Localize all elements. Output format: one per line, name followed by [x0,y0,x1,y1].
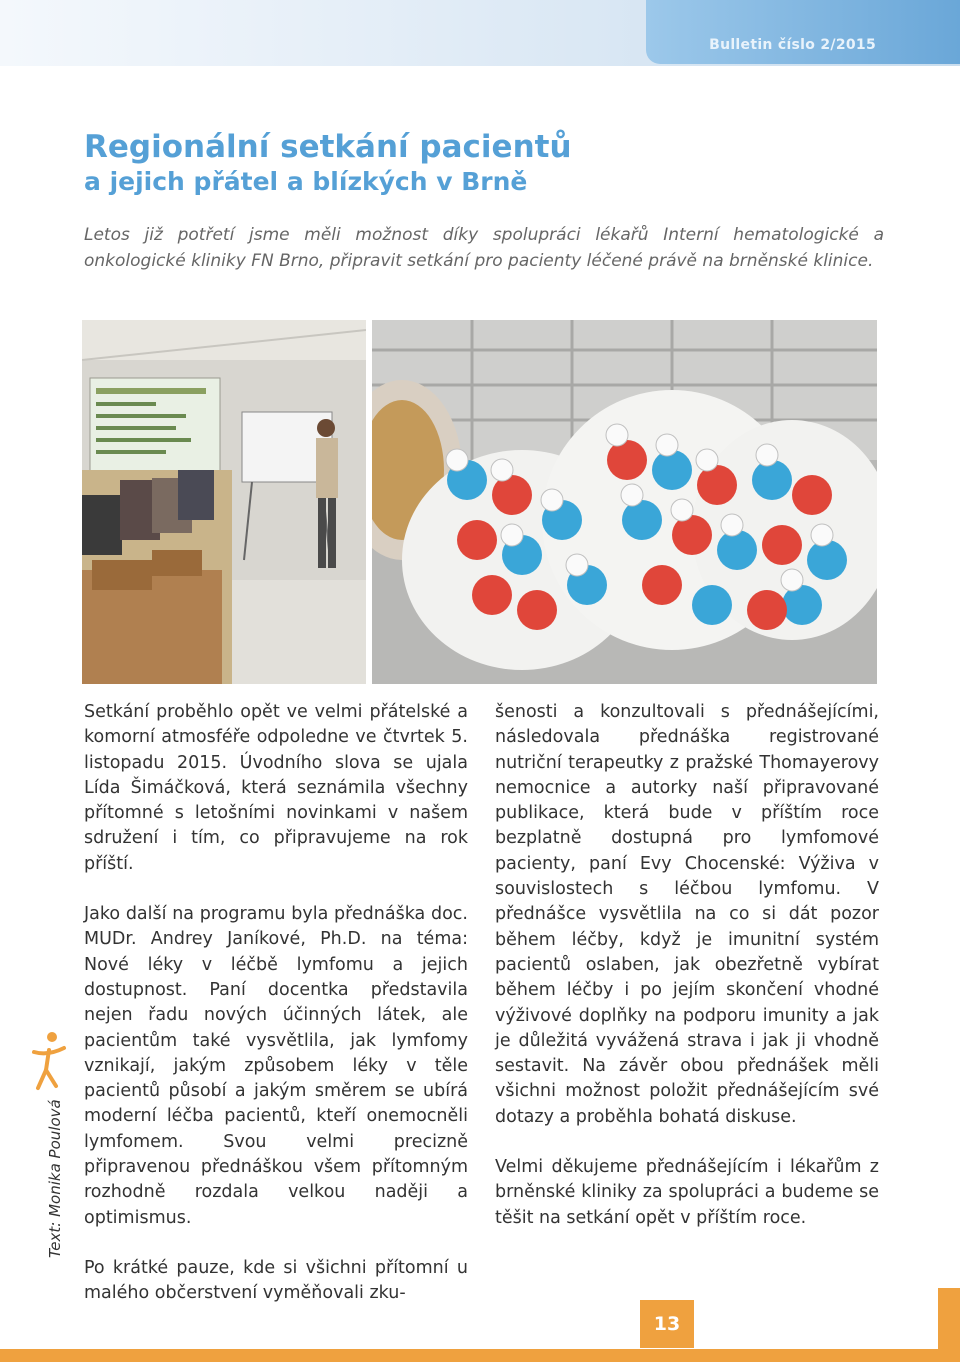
bulletin-label: Bulletin číslo 2/2015 [709,37,876,53]
text-column-right [495,700,879,1256]
paragraph: Setkání proběhlo opět ve velmi přátelské a komorní atmosféře odpoledne ve čtvrtek 5. listopadu 2015. Úvodního slova se ujala Lída Šimáčková, která seznámila všechny přítomné s letošními novinkami v našem sdružení i tím, co připravujeme na rok příští. [84,702,468,874]
paragraph: Po krátké pauze, kde si všichni přítomní u malého občerstvení vyměňovali zku- [84,1257,468,1304]
article-subtitle: a jejich přátel a blízkých v Brně [84,167,528,196]
paragraph: Velmi děkujeme přednášejícím i lékařům z brněnské kliniky za spolupráci a budeme se těšit na setkání opět v příštím roce. [495,1157,879,1228]
page-number: 13 [640,1300,694,1348]
lecture-room-photo [82,320,366,684]
paragraph: Jako další na programu byla přednáška doc. MUDr. Andrey Janíkové, Ph.D. na téma: Nové léky v léčbě lymfomu a jejich dostupnost. Paní docentka představila nejen řadu nových účinných látek, ale pacientům také vysvětlila, jak lymfomy vznikají, jakým způsobem léky v těle pacientů působí a jakým směrem se ubírá moderní léčba pacientů, kteří onemocněli lymfomem. Svou velmi precizně připravenou přednáškou všem přítomným rozhodně rozdala velkou naději a optimismus. [84,904,468,1228]
article-lead: Letos již potřetí jsme měli možnost díky spolupráci lékařů Interní hematologické a onkologické kliniky FN Brno, připravit setkání pro pacienty léčené právě na brněnské klinice. [84,225,884,271]
bulletin-tab [646,0,960,64]
paragraph: šenosti a konzultovali s přednášejícími, následovala přednáška registrované nutriční terapeutky z pražské Thomayerovy nemocnice a autorky naší připravované publikace, která bude v příštím roce bezplatně dostupná pro lymfomové pacienty, paní Evy Chocenské: Výživa v souvislostech s léčbou lymfomu. V přednášce vysvětlila na co si dát pozor během léčby, když je imunitní systém pacientů oslaben, jak obezřetně vybírat během léčby i po jejím skončení vhodné výživové doplňky na podporu imunity a jak je důležitá vyvážená strava i jak ji vhodně sestavit. Na závěr obou přednášek měli všichni možnost položit přednášejícím své dotazy a proběhla bohatá diskuse. [495,702,879,1127]
corner-accent [938,1288,960,1349]
article-title: Regionální setkání pacientů [84,129,572,165]
text-column-left [84,700,468,1332]
author-credit: Text: Monika Poulová [46,1099,64,1258]
organization-logo-icon [30,1030,68,1092]
footer-bar [0,1349,960,1362]
cupcakes-photo [372,320,877,684]
